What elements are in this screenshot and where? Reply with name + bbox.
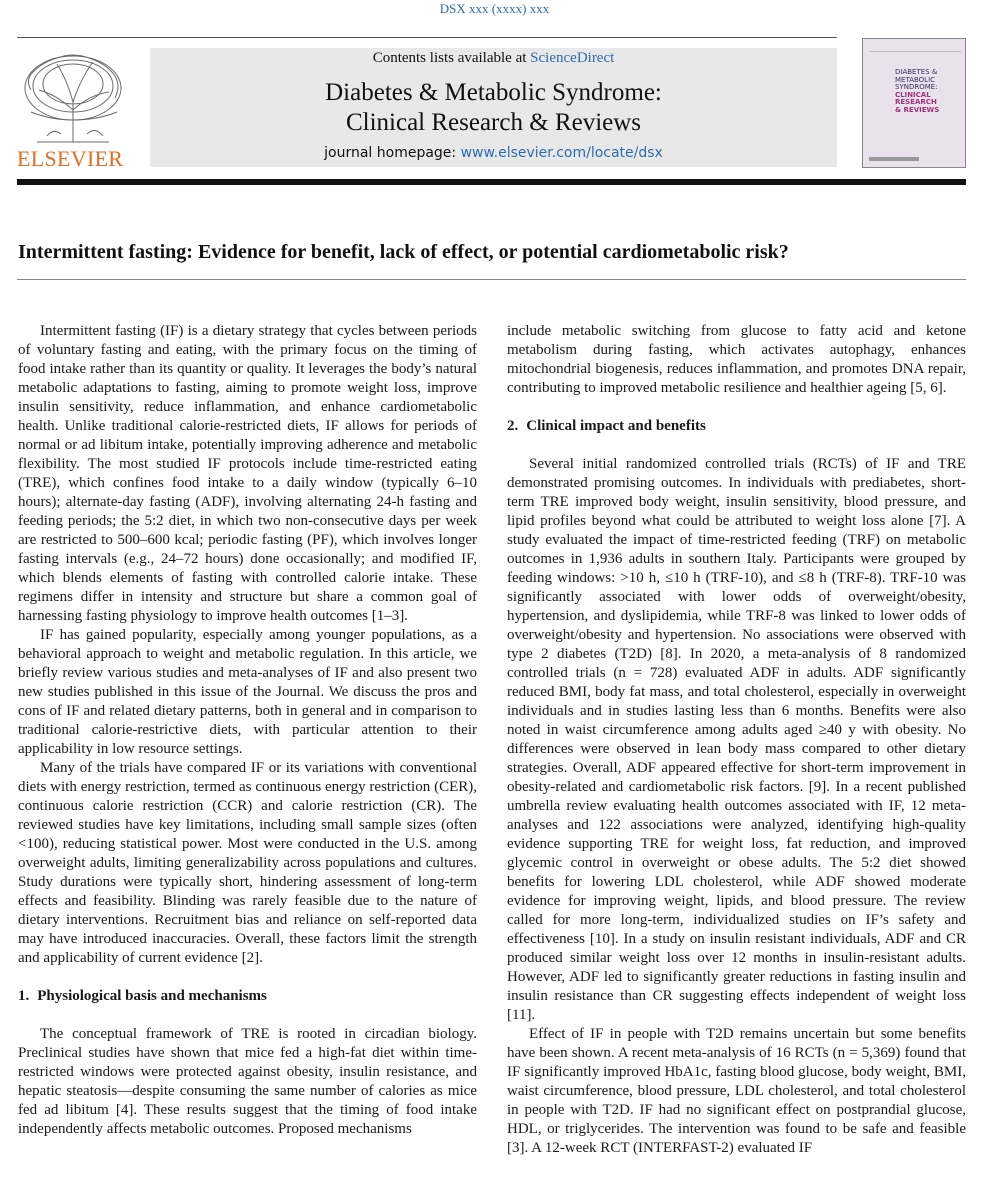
section-title: Clinical impact and benefits (526, 418, 706, 434)
paragraph: Many of the trials have compared IF or its variations with conventional diets with energy restriction, termed as continuous energy restriction (CER), continuous calorie restriction (CCR) and calorie restriction (CR). The reviewed studies have key limitations, including small sample sizes (often <100), reducing statistical power. Most were conducted in the U.S. among overweight adults, limiting generalizability across populations and cultures. Study durations were typically short, hindering assessment of long-term effects and feasibility. Blinding was rarely feasible due to the nature of dietary interventions. Recruitment bias and reliance on self-reported data may have introduced inaccuracies. Overall, these factors limit the strength and applicability of current evidence [2]. (18, 760, 477, 966)
homepage-link[interactable]: www.elsevier.com/locate/dsx (460, 145, 663, 161)
header-thick-rule (17, 179, 966, 185)
paragraph: Several initial randomized controlled trials (RCTs) of IF and TRE demonstrated promising outcomes. In individuals with prediabetes, short-term TRE improved body weight, insulin sensitivity, blood pressure, and lipid profiles beyond what could be attributed to weight loss alone [7]. A study evaluated the impact of time-restricted feeding (TRF) on metabolic outcomes in 1,936 adults in southern Italy. Participants were grouped by feeding windows: >10 h, ≤10 h (TRF-10), and ≤8 h (TRF-8). TRF-10 was significantly associated with lower odds of overweight/obesity, hypertension, and dyslipidemia, while TRF-8 was linked to lower odds of overweight/obesity and hypertension. No associations were observed with type 2 diabetes (T2D) [8]. In 2020, a meta-analysis of 8 randomized controlled trials (n = 728) evaluated ADF in adults. ADF significantly reduced BMI, body fat mass, and total cholesterol, especially in overweight individuals and in studies lasting less than 6 months. Benefits were also noted in waist circumference among adults aged ≥40 y with obesity. No differences were observed in lean body mass compared to other dietary strategies. Overall, ADF appeared effective for short-term improvement in obesity-related and cardiometabolic risk factors. [9]. In a recent published umbrella review evaluating health outcomes associated with IF, 12 meta-analyses and 122 associations were analyzed, identifying high-quality evidence supporting TRE for weight loss, fat reduction, and improved glycemic control in overweight or obese adults. The 5:2 diet showed benefits for lowering LDL cholesterol, while ADF showed moderate evidence for improving weight, lipids, and blood pressure. The review called for more long-term, individualized studies on IF’s safety and effectiveness [10]. In a study on insulin resistant individuals, ADF and CR produced similar weight loss over 12 months in insulin-resistant adults. However, ADF led to significantly greater reductions in fasting insulin and insulin resistance than CR suggesting effects independent of weight loss [11]. (507, 456, 966, 1023)
header-rule (17, 37, 837, 38)
cover-line: SYNDROME: (895, 83, 938, 92)
journal-cover-thumbnail[interactable] (862, 38, 966, 168)
left-column (18, 322, 477, 1139)
cover-line: CLINICAL (895, 90, 931, 99)
section-title: Physiological basis and mechanisms (37, 988, 267, 1004)
paragraph: The conceptual framework of TRE is rooted in circadian biology. Preclinical studies have shown that mice fed a high-fat diet within time-restricted windows were protected against obesity, insulin resistance, and hepatic steatosis—despite consuming the same number of calories as mice fed ad libitum [4]. These results suggest that the timing of food intake independently affects metabolic outcomes. Proposed mechanisms (18, 1026, 477, 1137)
elsevier-logo[interactable] (17, 50, 129, 172)
journal-title-line2: Clinical Research & Reviews (345, 109, 642, 136)
contents-prefix: Contents lists available at (372, 50, 531, 66)
section-heading-1 (18, 987, 477, 1006)
cover-line: & REVIEWS (895, 105, 940, 114)
cover-line: RESEARCH (895, 98, 937, 107)
journal-homepage-line (150, 145, 837, 161)
right-column (507, 322, 966, 1158)
section-number: 1. (18, 988, 30, 1004)
journal-title (150, 78, 837, 138)
doi-line[interactable]: DSX xxx (xxxx) xxx (439, 1, 550, 16)
cover-header (869, 42, 961, 52)
cover-title (895, 69, 965, 115)
elsevier-tree-icon (17, 50, 129, 146)
journal-banner (150, 48, 837, 167)
section-number: 2. (507, 418, 519, 434)
paragraph: Intermittent fasting (IF) is a dietary strategy that cycles between periods of voluntary fasting and eating, with the primary focus on the timing of food intake rather than its quantity or quality. It leverages the body’s natural metabolic adaptations to fasting, aiming to promote weight loss, improve insulin sensitivity, reduce inflammation, and enhance cardiometabolic health. Unlike traditional calorie-restricted diets, IF allows for periods of normal or ad libitum intake, potentially improving adherence and metabolic flexibility. The most studied IF protocols include time-restricted eating (TRE), which confines food intake to a daily window (typically 6–10 hours); alternate-day fasting (ADF), involving alternating 24-h fasting and feeding periods; the 5:2 diet, in which two non-consecutive days per week are restricted to 500–600 kcal; periodic fasting (PF), which involves longer fasting intervals (e.g., 24–72 hours) done occasionally; and modified IF, which blends elements of fasting with controlled calorie intake. These regimens differ in intensity and structure but share a common goal of harnessing fasting physiology to improve health outcomes [1–3]. (18, 323, 477, 624)
paragraph: IF has gained popularity, especially among younger populations, as a behavioral approach to weight and metabolic regulation. In this article, we briefly review various studies and meta-analyses of IF and also present two new studies published in this issue of the Journal. We discuss the pros and cons of IF and related dietary patterns, both in general and in comparison to traditional calorie-restrictive diets, with particular attention to their applicability in low resource settings. (18, 627, 477, 757)
contents-available-line (150, 50, 837, 67)
publisher-wordmark: ELSEVIER (17, 146, 124, 171)
paragraph: Effect of IF in people with T2D remains uncertain but some benefits have been shown. A recent meta-analysis of 16 RCTs (n = 5,369) found that IF significantly improved HbA1c, fasting blood glucose, body weight, BMI, waist circumference, blood pressure, LDL cholesterol, and total cholesterol in people with T2D. IF had no significant effect on postprandial glucose, HDL, or triglycerides. The intervention was found to be safe and feasible [3]. A 12-week RCT (INTERFAST-2) evaluated IF (507, 1026, 966, 1156)
title-rule (17, 279, 966, 280)
cover-line: METABOLIC (895, 75, 936, 84)
journal-title-line1: Diabetes & Metabolic Syndrome: (325, 79, 662, 106)
homepage-prefix: journal homepage: (324, 145, 461, 161)
article-title: Intermittent fasting: Evidence for benefit, lack of effect, or potential cardiometabolic risk? (18, 241, 789, 263)
section-heading-2 (507, 417, 966, 436)
cover-line: DIABETES & (895, 68, 938, 76)
paragraph: include metabolic switching from glucose to fatty acid and ketone metabolism during fasting, which activates autophagy, enhances mitochondrial biogenesis, reduces inflammation, and promotes DNA repair, contributing to improved metabolic resilience and healthier ageing [5, 6]. (507, 323, 966, 396)
cover-footer (869, 157, 919, 161)
sciencedirect-link[interactable]: ScienceDirect (530, 50, 615, 66)
